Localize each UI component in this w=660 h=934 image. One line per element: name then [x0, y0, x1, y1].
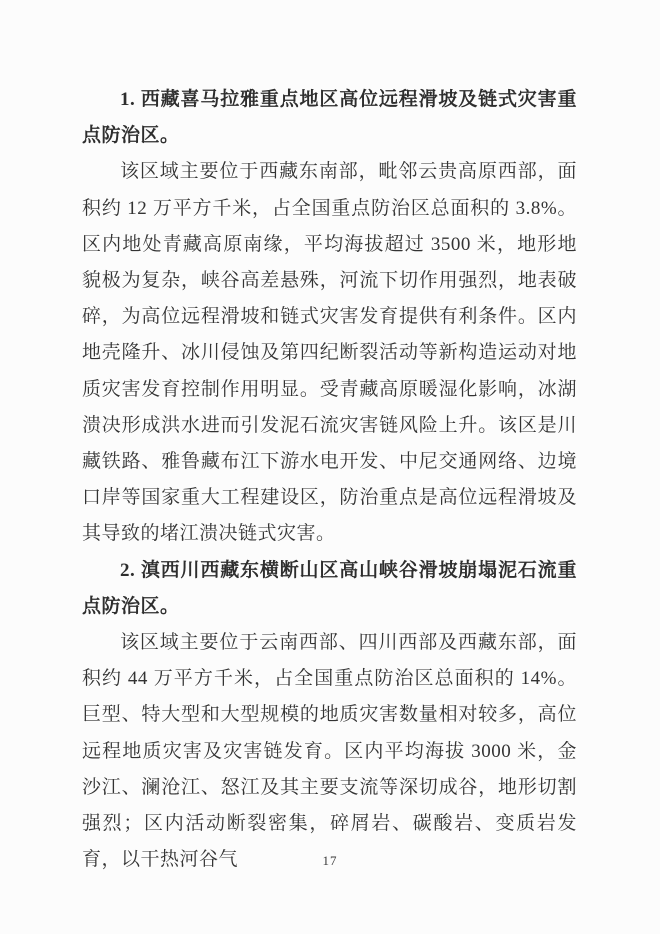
- section-2-heading: 2. 滇西川西藏东横断山区高山峡谷滑坡崩塌泥石流重点防治区。: [82, 559, 577, 617]
- document-body: [82, 82, 577, 878]
- page-number: 17: [322, 853, 338, 868]
- section-1-paragraph: 该区域主要位于西藏东南部，毗邻云贵高原西部，面积约 12 万平方千米，占全国重点防治区总面积的 3.8%。区内地处青藏高原南缘，平均海拔超过 3500 米，地形地貌极为复杂，峡谷高差悬殊，河流下切作用强烈，地表破碎，为高位远程滑坡和链式灾害发育提供有利条件。区内地壳隆升、冰川侵蚀及第四纪断裂活动等新构造运动对地质灾害发育控制作用明显。受青藏高原暖湿化影响，冰湖溃决形成洪水进而引发泥石流灾害链风险上升。该区是川藏铁路、雅鲁藏布江下游水电开发、中尼交通网络、边境口岸等国家重大工程建设区，防治重点是高位远程滑坡及其导致的堵江溃决链式灾害。: [82, 161, 577, 545]
- section-1-heading: 1. 西藏喜马拉雅重点地区高位远程滑坡及链式灾害重点防治区。: [82, 89, 577, 147]
- section-2-paragraph: 该区域主要位于云南西部、四川西部及西藏东部，面积约 44 万平方千米，占全国重点防治区总面积的 14%。巨型、特大型和大型规模的地质灾害数量相对较多，高位远程地质灾害及灾害链发育。区内平均海拔 3000 米，金沙江、澜沧江、怒江及其主要支流等深切成谷，地形切割强烈；区内活动断裂密集，碎屑岩、碳酸岩、变质岩发育，以干热河谷气: [82, 632, 577, 871]
